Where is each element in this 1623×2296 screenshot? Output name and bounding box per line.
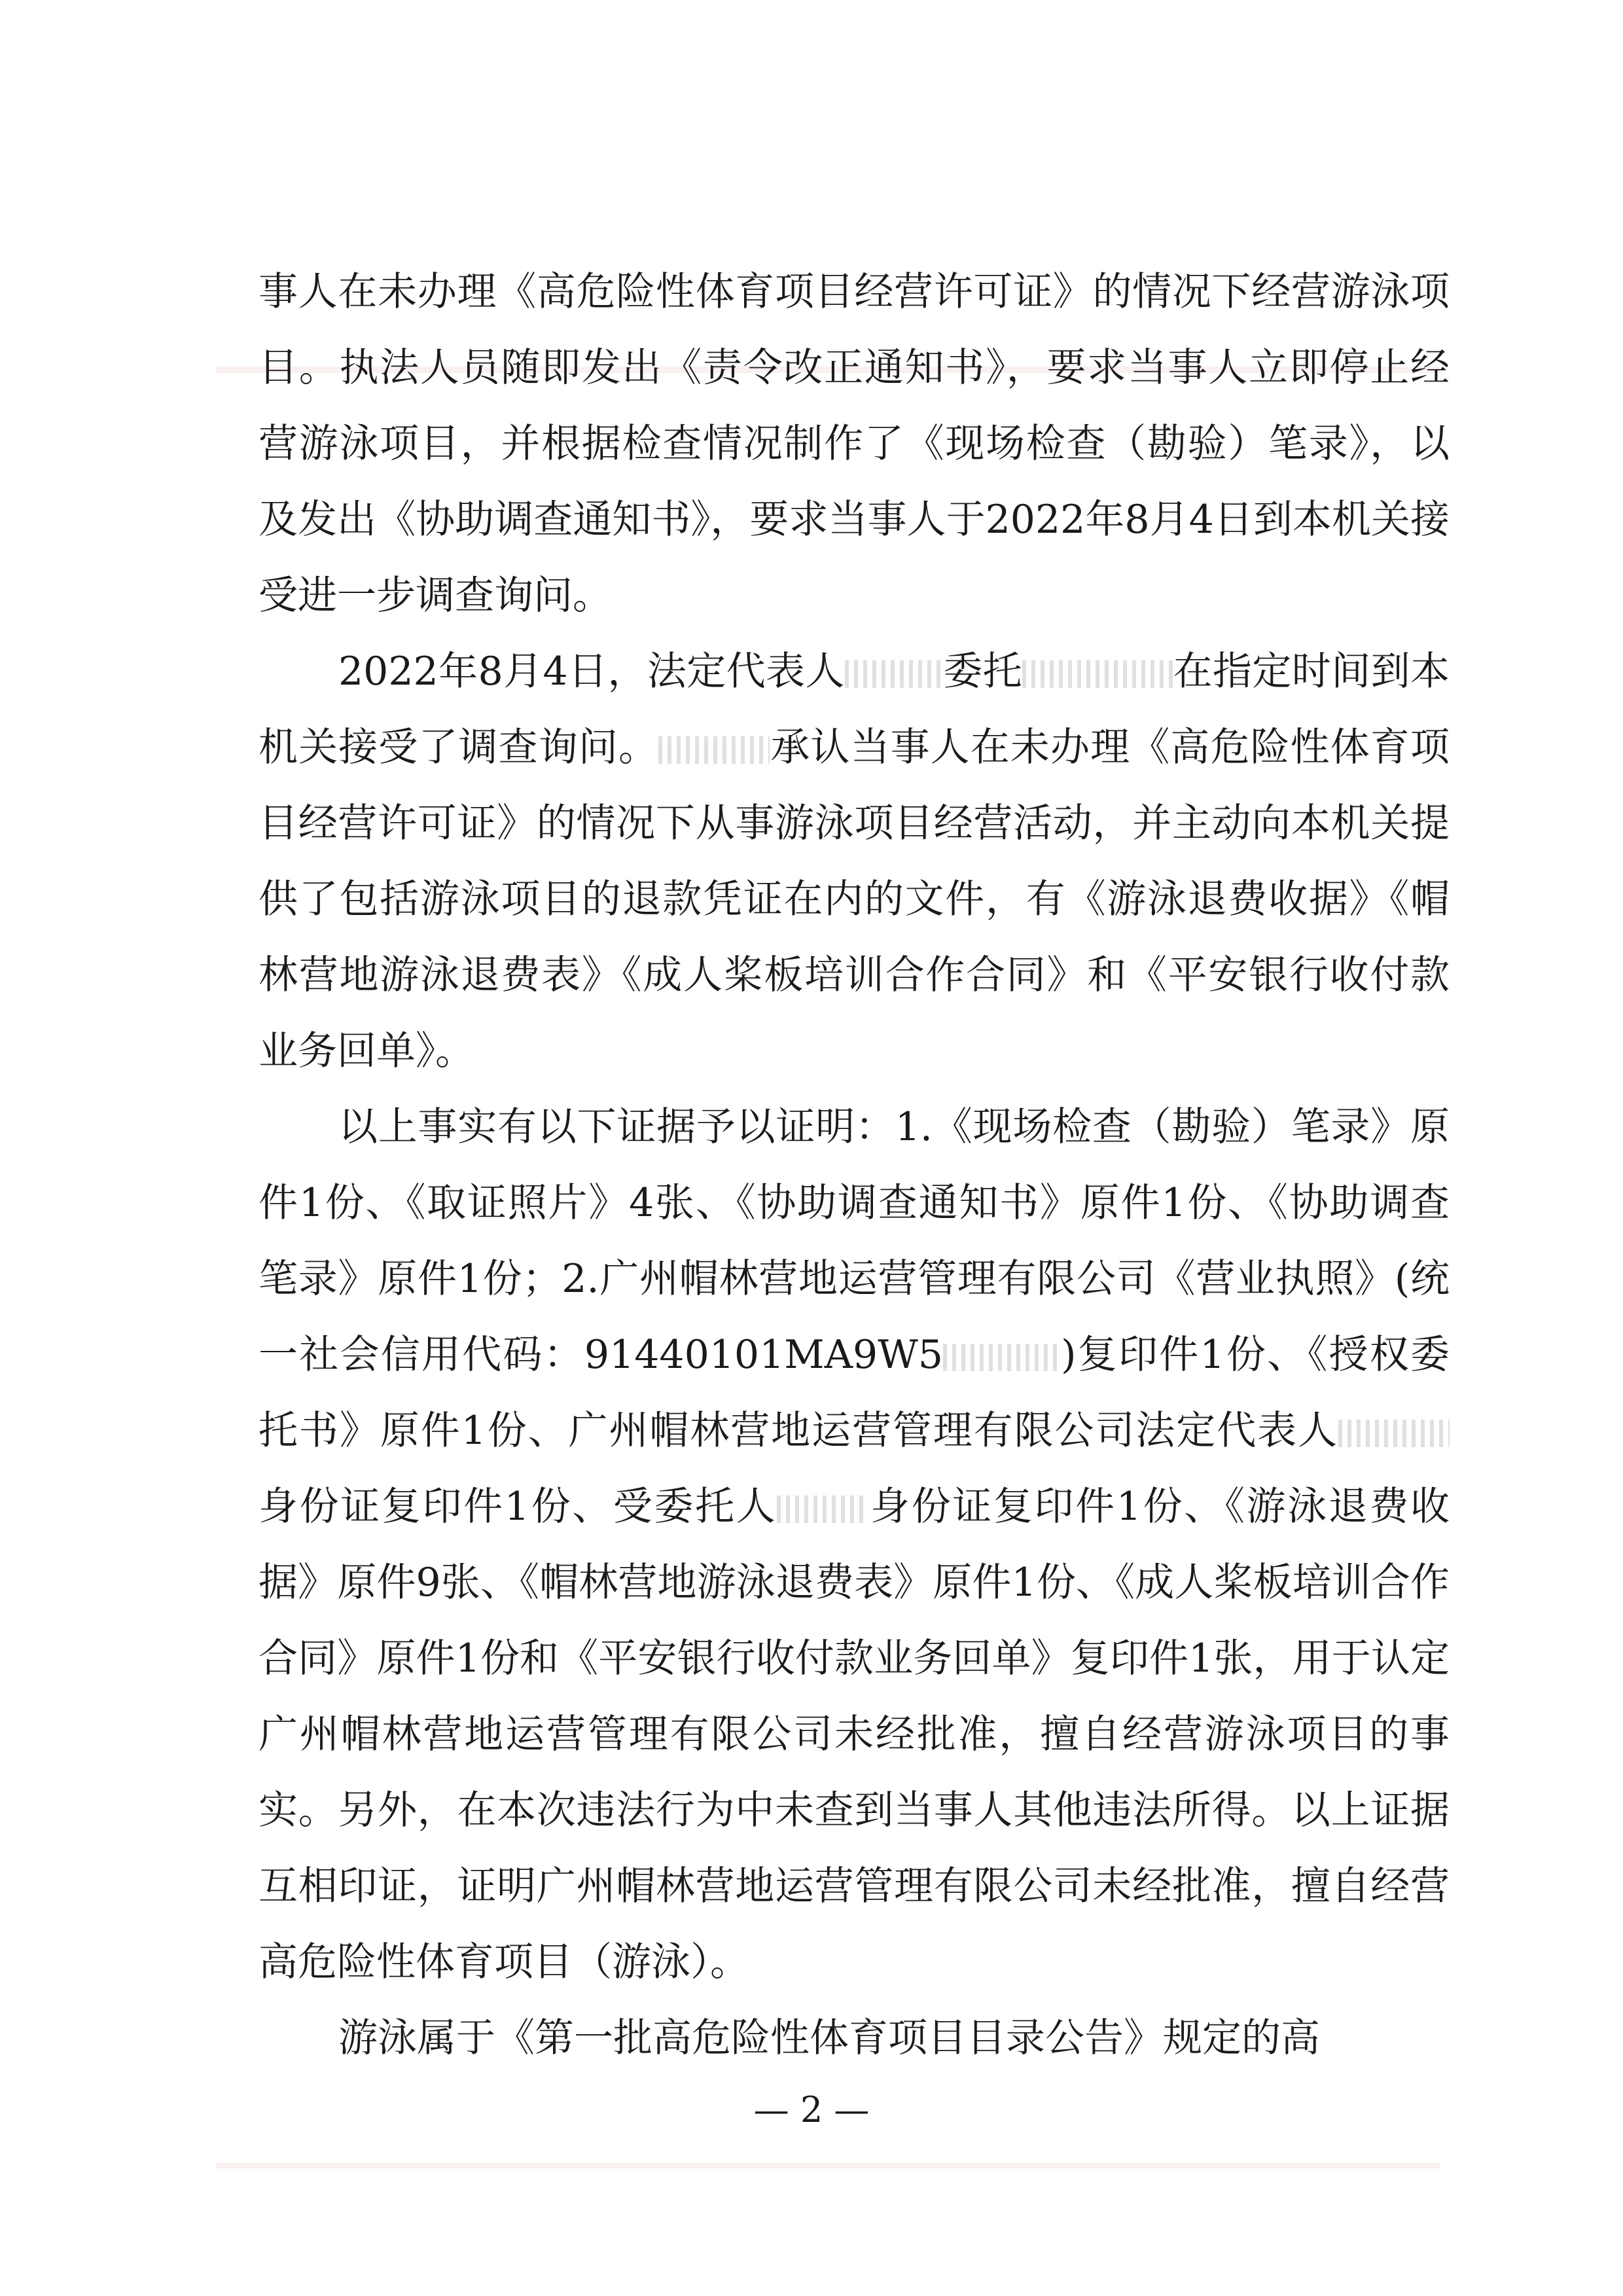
redacted-name <box>845 660 943 688</box>
paragraph-2-part-b: 委托 <box>942 649 1023 694</box>
bleed-through-footer-rule <box>216 2163 1440 2168</box>
paragraph-3-part-c: 身份证复印件1份、受委托人 <box>259 1484 777 1530</box>
redacted-name <box>1338 1420 1450 1447</box>
redacted-name <box>1022 660 1173 688</box>
redacted-credit-code <box>943 1344 1061 1371</box>
redacted-name <box>658 736 770 764</box>
redacted-name <box>777 1496 868 1523</box>
paragraph-2-part-a: 2022年8月4日，法定代表人 <box>338 649 845 694</box>
paragraph-2-part-c: 在指定时间到本机关接受了调查询问。 <box>259 649 1450 770</box>
paragraph-3-part-a: 以上事实有以下证据予以证明：1.《现场检查（勘验）笔录》原件1份、《取证照片》4张、《协助调查通知书》原件1份、《协助调查笔录》原件1份；2.广州帽林营地运营管理有限公司《营业执照》(统一社会信用代码：91440101MA9W5 <box>259 1104 1450 1378</box>
paragraph-2 <box>259 634 1450 1089</box>
paragraph-1: 事人在未办理《高危险性体育项目经营许可证》的情况下经营游泳项目。执法人员随即发出《责令改正通知书》，要求当事人立即停止经营游泳项目，并根据检查情况制作了《现场检查（勘验）笔录》，以及发出《协助调查通知书》，要求当事人于2022年8月4日到本机关接受进一步调查询问。 <box>259 269 1450 619</box>
paragraph-3-part-d: 身份证复印件1份、《游泳退费收据》原件9张、《帽林营地游泳退费表》原件1份、《成人桨板培训合作合同》原件1份和《平安银行收付款业务回单》复印件1张，用于认定广州帽林营地运营管理有限公司未经批准，擅自经营游泳项目的事实。另外，在本次违法行为中未查到当事人其他违法所得。以上证据互相印证，证明广州帽林营地运营管理有限公司未经批准，擅自经营高危险性体育项目（游泳）。 <box>259 1484 1450 1985</box>
paragraph-3-part-b: )复印件1份、《授权委托书》原件1份、广州帽林营地运营管理有限公司法定代表人 <box>259 1332 1450 1454</box>
paragraph-2-part-d: 承认当事人在未办理《高危险性体育项目经营许可证》的情况下从事游泳项目经营活动，并主动向本机关提供了包括游泳项目的退款凭证在内的文件，有《游泳退费收据》《帽林营地游泳退费表》《成人桨板培训合作合同》和《平安银行收付款业务回单》。 <box>259 725 1450 1074</box>
page-number: — 2 — <box>753 2089 870 2130</box>
document-body <box>259 254 1450 2076</box>
paragraph-4: 游泳属于《第一批高危险性体育项目目录公告》规定的高 <box>338 2015 1320 2061</box>
paragraph-3 <box>259 1089 1450 2000</box>
